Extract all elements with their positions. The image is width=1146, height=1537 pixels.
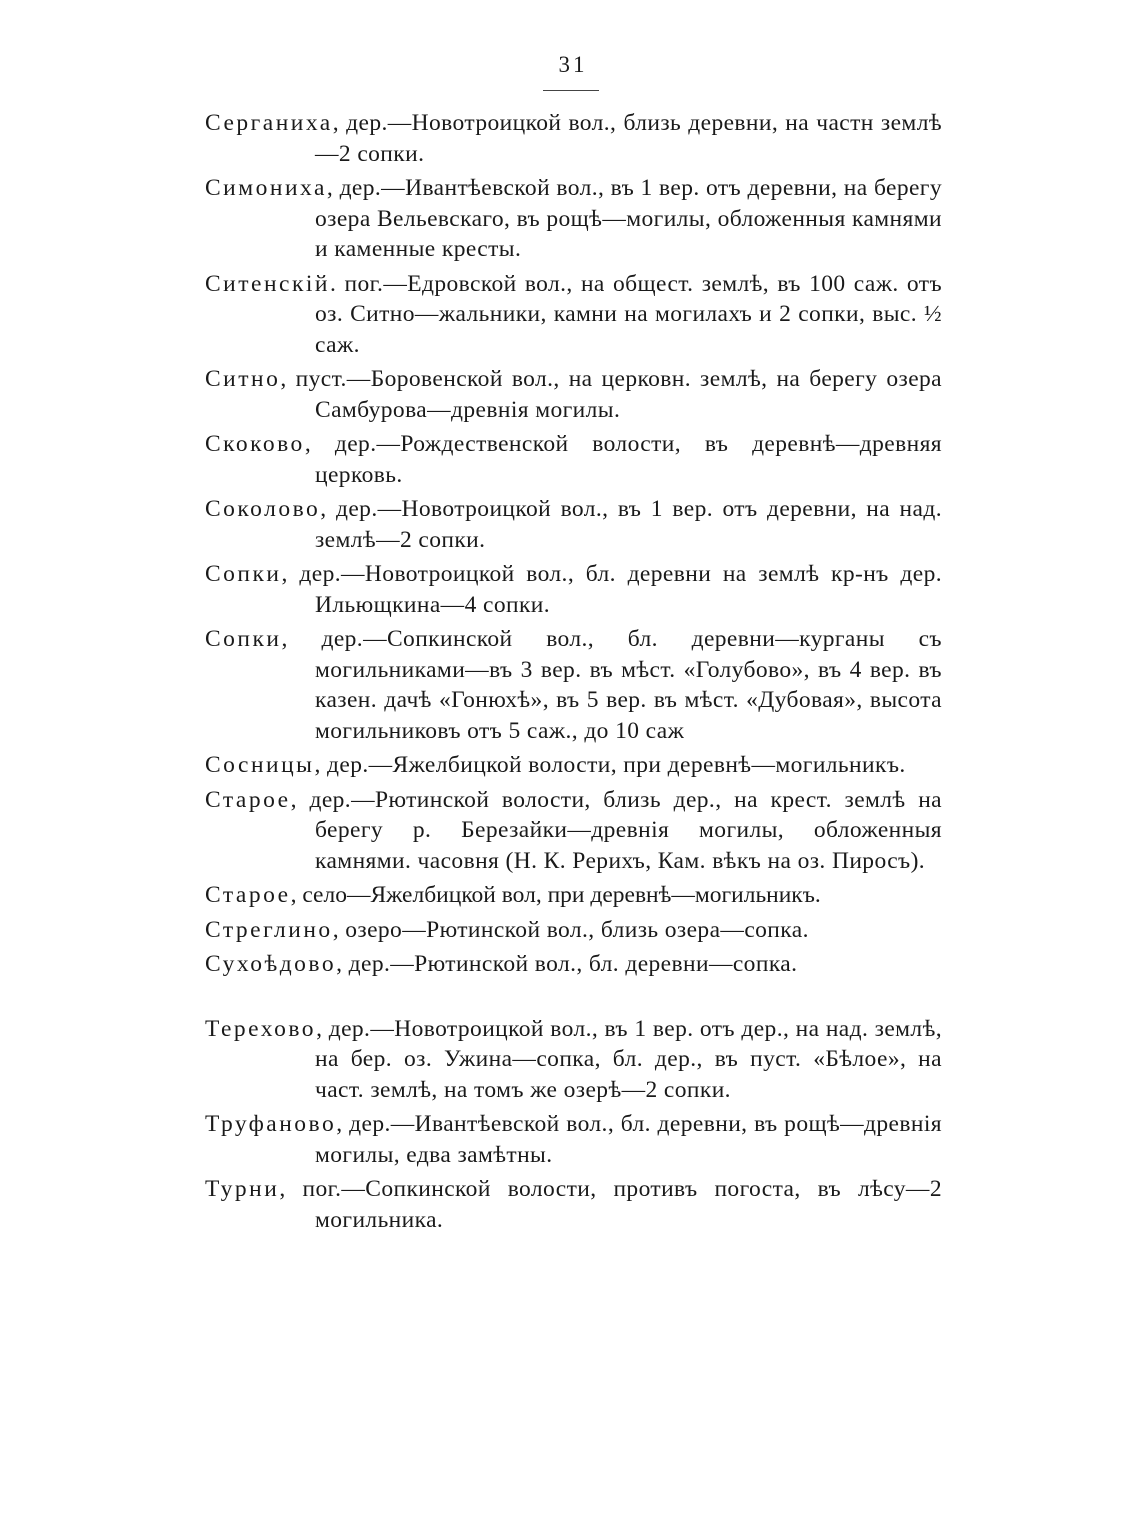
entry-name: Ситенскій	[205, 270, 330, 297]
entry-text: , дер.—Новотроицкой вол., близь деревни, на частн землѣ—2 сопки.	[315, 110, 942, 167]
entry-name: Сухоѣдово	[205, 951, 337, 977]
entry-text: . пог.—Едровской вол., на общест. землѣ, въ 100 саж. отъ оз. Ситно—жальники, камни на могилахъ и 2 сопки, выс. ½ саж.	[315, 270, 942, 358]
entry-name: Старое	[205, 882, 291, 908]
entry	[205, 269, 942, 361]
entry	[205, 785, 942, 877]
page-number: 31	[558, 52, 588, 77]
entry-text: , дер.—Ивантѣевской вол., бл. деревни, въ рощѣ—древнія могилы, едва замѣтны.	[315, 1111, 942, 1168]
entry-text: , дер.—Сопкинской вол., бл. деревни—курганы съ могильниками—въ 3 вер. въ мѣст. «Голубово», въ 4 вер. въ казен. дачѣ «Гонюхѣ», въ 5 вер. въ мѣст. «Дубовая», высота могильниковъ отъ 5 саж., до 10 саж	[281, 626, 942, 744]
entry	[205, 1014, 942, 1106]
entry-name: Терехово	[205, 1015, 317, 1042]
entry-text: , дер.—Яжелбицкой волости, при деревнѣ—могильникъ.	[314, 752, 906, 778]
entry	[205, 108, 942, 169]
entry	[205, 559, 942, 620]
entry-name: Сопки	[205, 561, 282, 587]
entry-text: , дер.—Новотроицкой вол., бл. деревни на землѣ кр-нъ дер. Ильющкина—4 сопки.	[281, 561, 942, 618]
entry-name: Старое	[205, 786, 291, 813]
entry-text: , дер.—Рютинской волости, близь дер., на крест. землѣ на берегу р. Березайки—древнія могилы, обложенныя камнями. часовня (Н. К. Рерихъ, Кам. вѣкъ на оз. Пиросъ).	[290, 786, 942, 874]
entry-name: Ситно	[205, 366, 281, 392]
entry-text: , пог.—Сопкинской волости, противъ погоста, въ лѣсу—2 могильника.	[279, 1176, 942, 1233]
entry-text: , дер.—Ивантѣевской вол., въ 1 вер. отъ деревни, на берегу озера Вельевскаго, въ рощѣ—могилы, обложенныя камнями и каменные кресты.	[315, 175, 942, 262]
entry-text: , озеро—Рютинской вол., близь озера—сопка.	[332, 916, 809, 943]
entry-name: Сосницы	[205, 752, 315, 778]
entry-name: Труфаново	[205, 1111, 337, 1137]
gazetteer-entries	[205, 108, 942, 1239]
entry-text: , дер.—Новотроицкой вол., въ 1 вер. отъ дер., на над. землѣ, на бер. оз. Ужина—сопка, бл. дер., въ пуст. «Бѣлое», на част. землѣ, на томъ же озерѣ—2 сопки.	[315, 1015, 942, 1103]
entry	[205, 364, 942, 425]
entry	[205, 1174, 942, 1235]
entry-text: , село—Яжелбицкой вол, при деревнѣ—могильникъ.	[290, 882, 821, 908]
entry-name: Турни	[205, 1176, 280, 1202]
entry	[205, 494, 942, 555]
entry	[205, 915, 942, 946]
entry-name: Соколово	[205, 496, 321, 522]
entry-name: Стреглино	[205, 916, 333, 943]
entry-name: Серганиха	[205, 110, 333, 136]
entry-text: , пуст.—Боровенской вол., на церковн. землѣ, на берегу озера Самбурова—древнія могилы.	[280, 366, 942, 423]
entry	[205, 624, 942, 746]
entry	[205, 880, 942, 911]
entry	[205, 750, 942, 781]
entry	[205, 173, 942, 265]
entry-text: , дер.—Рютинской вол., бл. деревни—сопка.	[336, 951, 798, 977]
entry-name: Сопки	[205, 626, 282, 652]
entry	[205, 429, 942, 490]
page-number-rule	[543, 90, 599, 91]
entry-text: , дер.—Новотроицкой вол., въ 1 вер. отъ деревни, на над. землѣ—2 сопки.	[315, 496, 942, 553]
entry	[205, 949, 942, 980]
entry	[205, 1109, 942, 1170]
entry-name: Скоково	[205, 431, 305, 457]
entry-text: , дер.—Рождественской волости, въ деревнѣ—древняя церковь.	[304, 431, 942, 488]
entry-name: Симониха	[205, 175, 327, 201]
